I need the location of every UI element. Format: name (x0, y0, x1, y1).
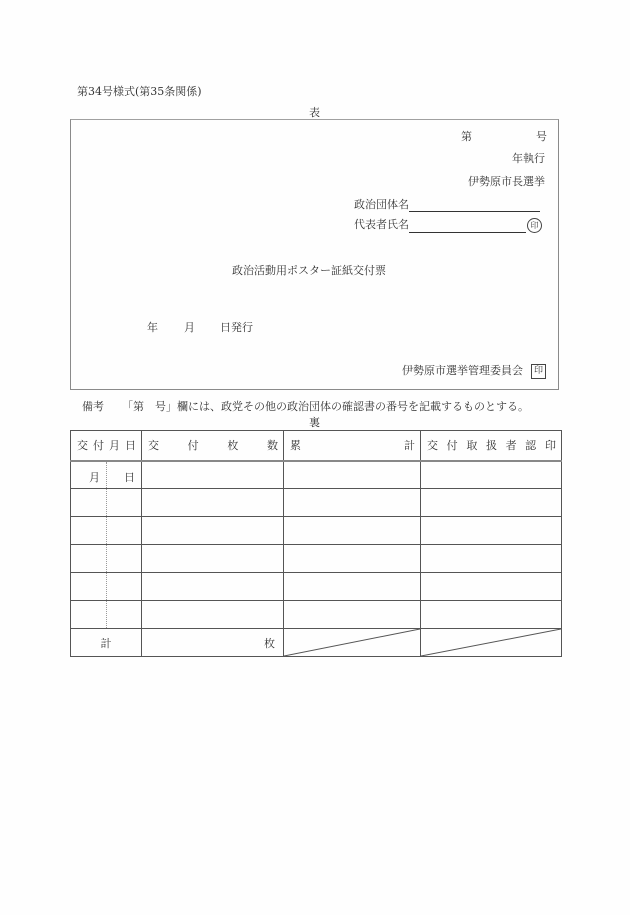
handler-seal-cell[interactable] (421, 489, 562, 517)
table-row (71, 601, 562, 629)
org-name-label: 政治団体名 (354, 198, 409, 211)
header-handler-seal (421, 431, 562, 461)
table-row (71, 489, 562, 517)
month-label: 月 (89, 470, 100, 484)
seal-circle-icon: 印 (527, 218, 542, 233)
header-cumulative (284, 431, 421, 461)
diagonal-slash-icon (421, 629, 561, 656)
date-cell[interactable] (71, 573, 142, 601)
date-cell[interactable] (71, 545, 142, 573)
count-cell[interactable] (142, 489, 284, 517)
table-row (71, 461, 562, 489)
form-title: 第34号様式(第35条関係) (77, 85, 202, 98)
handler-seal-cell[interactable] (421, 517, 562, 545)
table-row (71, 517, 562, 545)
handler-seal-cell[interactable] (421, 461, 562, 489)
header-char: 月 (109, 439, 120, 453)
header-char: 者 (505, 439, 517, 453)
cumulative-cell[interactable] (284, 545, 421, 573)
cumulative-cell[interactable] (284, 573, 421, 601)
date-cell[interactable] (71, 517, 142, 545)
table-header-row (71, 431, 562, 461)
certificate-title: 政治活動用ポスター証紙交付票 (232, 264, 386, 277)
issuer-name: 伊勢原市選挙管理委員会 (402, 364, 523, 377)
date-cell[interactable] (71, 461, 142, 489)
issuance-record-table (70, 430, 562, 657)
header-char: 付 (446, 439, 458, 453)
total-label: 計 (71, 629, 142, 657)
count-cell[interactable] (142, 601, 284, 629)
header-char: 取 (466, 439, 478, 453)
remark-text: 「第 号」欄には、政党その他の政治団体の確認書の番号を記載するものとする。 (122, 400, 529, 413)
cumulative-diagonal-cell (284, 629, 421, 657)
table-row (71, 573, 562, 601)
number-suffix: 号 (536, 130, 547, 143)
remark (82, 398, 529, 414)
header-char: 日 (125, 439, 136, 453)
header-char: 印 (544, 439, 556, 453)
number-prefix: 第 (461, 130, 472, 143)
header-char: 付 (93, 439, 104, 453)
count-cell[interactable] (142, 461, 284, 489)
header-char: 数 (266, 439, 278, 453)
handler-seal-cell[interactable] (421, 545, 562, 573)
handler-seal-cell[interactable] (421, 573, 562, 601)
header-issue-count (142, 431, 284, 461)
date-cell[interactable] (71, 489, 142, 517)
cumulative-cell[interactable] (284, 517, 421, 545)
count-cell[interactable] (142, 545, 284, 573)
cumulative-cell[interactable] (284, 489, 421, 517)
issue-day: 日発行 (220, 321, 253, 334)
count-cell[interactable] (142, 573, 284, 601)
election-name: 伊勢原市長選挙 (468, 175, 545, 188)
issue-year: 年 (147, 321, 158, 334)
cumulative-cell[interactable] (284, 461, 421, 489)
remark-label: 備考 (82, 400, 104, 413)
front-certificate-box (70, 119, 559, 390)
header-char: 交 (77, 439, 88, 453)
header-char: 枚 (227, 439, 239, 453)
total-count-cell[interactable] (142, 629, 284, 657)
header-char: 扱 (485, 439, 497, 453)
front-side-label: 表 (309, 106, 320, 119)
sheet-unit: 枚 (264, 636, 275, 650)
diagonal-slash-icon (284, 629, 420, 656)
seal-square-icon: 印 (531, 364, 546, 379)
representative-field[interactable] (409, 220, 526, 233)
header-char: 付 (187, 439, 199, 453)
cumulative-cell[interactable] (284, 601, 421, 629)
header-char: 計 (404, 439, 415, 453)
handler-seal-cell[interactable] (421, 601, 562, 629)
election-year: 年執行 (512, 152, 545, 165)
org-name-row (354, 196, 540, 212)
org-name-field[interactable] (409, 199, 540, 212)
issue-month: 月 (184, 321, 195, 334)
back-side-label: 裏 (309, 416, 320, 429)
header-issue-date (71, 431, 142, 461)
table-row (71, 545, 562, 573)
representative-row (354, 216, 542, 233)
header-char: 交 (427, 439, 438, 453)
header-char: 交 (148, 439, 159, 453)
handler-diagonal-cell (421, 629, 562, 657)
representative-label: 代表者氏名 (354, 218, 409, 231)
header-char: 認 (525, 439, 537, 453)
header-char: 累 (290, 439, 301, 453)
day-label: 日 (124, 470, 135, 484)
total-row (71, 629, 562, 657)
count-cell[interactable] (142, 517, 284, 545)
date-cell[interactable] (71, 601, 142, 629)
issuer-row (402, 362, 546, 379)
